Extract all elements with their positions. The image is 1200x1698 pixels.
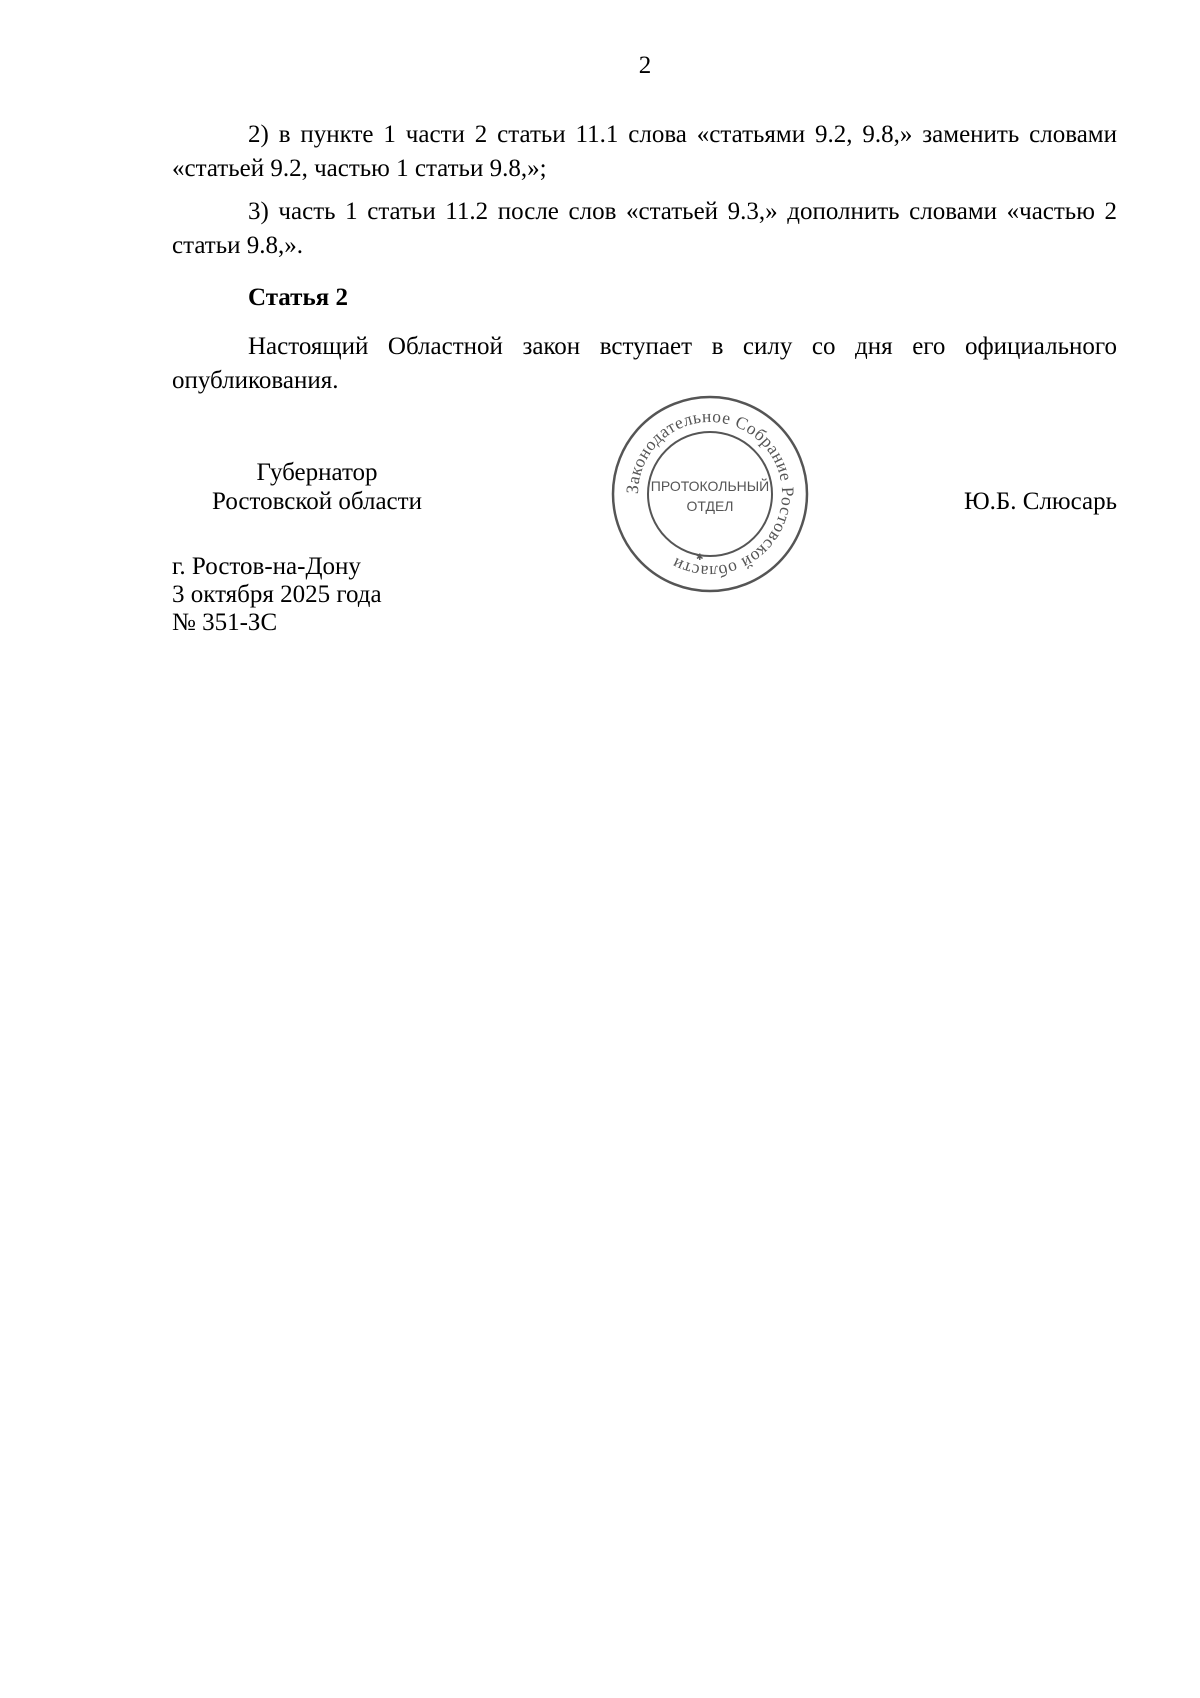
law-number: № 351-ЗС bbox=[172, 609, 278, 636]
stamp-inner-ring bbox=[648, 432, 772, 556]
signing-date: 3 октября 2025 года bbox=[172, 581, 382, 608]
official-stamp-seal bbox=[610, 394, 810, 594]
stamp-star-icon: ✱ bbox=[696, 553, 704, 563]
article-2-text: Настоящий Областной закон вступает в силу со дня его официального опубликования. bbox=[172, 333, 1117, 394]
signatory-title-line2: Ростовской области bbox=[212, 488, 422, 515]
stamp-center-line1: ПРОТОКОЛЬНЫЙ bbox=[650, 478, 770, 494]
amendment-item-2: 2) в пункте 1 части 2 статьи 11.1 слова «статьями 9.2, 9.8,» заменить словами «статьей 9.2, частью 1 статьи 9.8,»; bbox=[172, 121, 1117, 182]
stamp-ring-textpath: Законодательное Собрание Ростовской области bbox=[621, 405, 799, 583]
signatory-title bbox=[172, 458, 462, 516]
stamp-center-line2: ОТДЕЛ bbox=[686, 498, 734, 514]
article-2-heading: Статья 2 bbox=[248, 284, 348, 311]
signatory-title-line1: Губернатор bbox=[256, 459, 378, 486]
amendment-item-3: 3) часть 1 статьи 11.2 после слов «статьей 9.3,» дополнить словами «частью 2 статьи 9.8,». bbox=[172, 198, 1117, 259]
signatory-name: Ю.Б. Слюсарь bbox=[963, 488, 1117, 515]
stamp-outer-ring bbox=[613, 397, 807, 591]
page-number: 2 bbox=[638, 52, 652, 79]
place-date-block bbox=[172, 553, 382, 637]
signing-city: г. Ростов-на-Дону bbox=[172, 553, 361, 580]
